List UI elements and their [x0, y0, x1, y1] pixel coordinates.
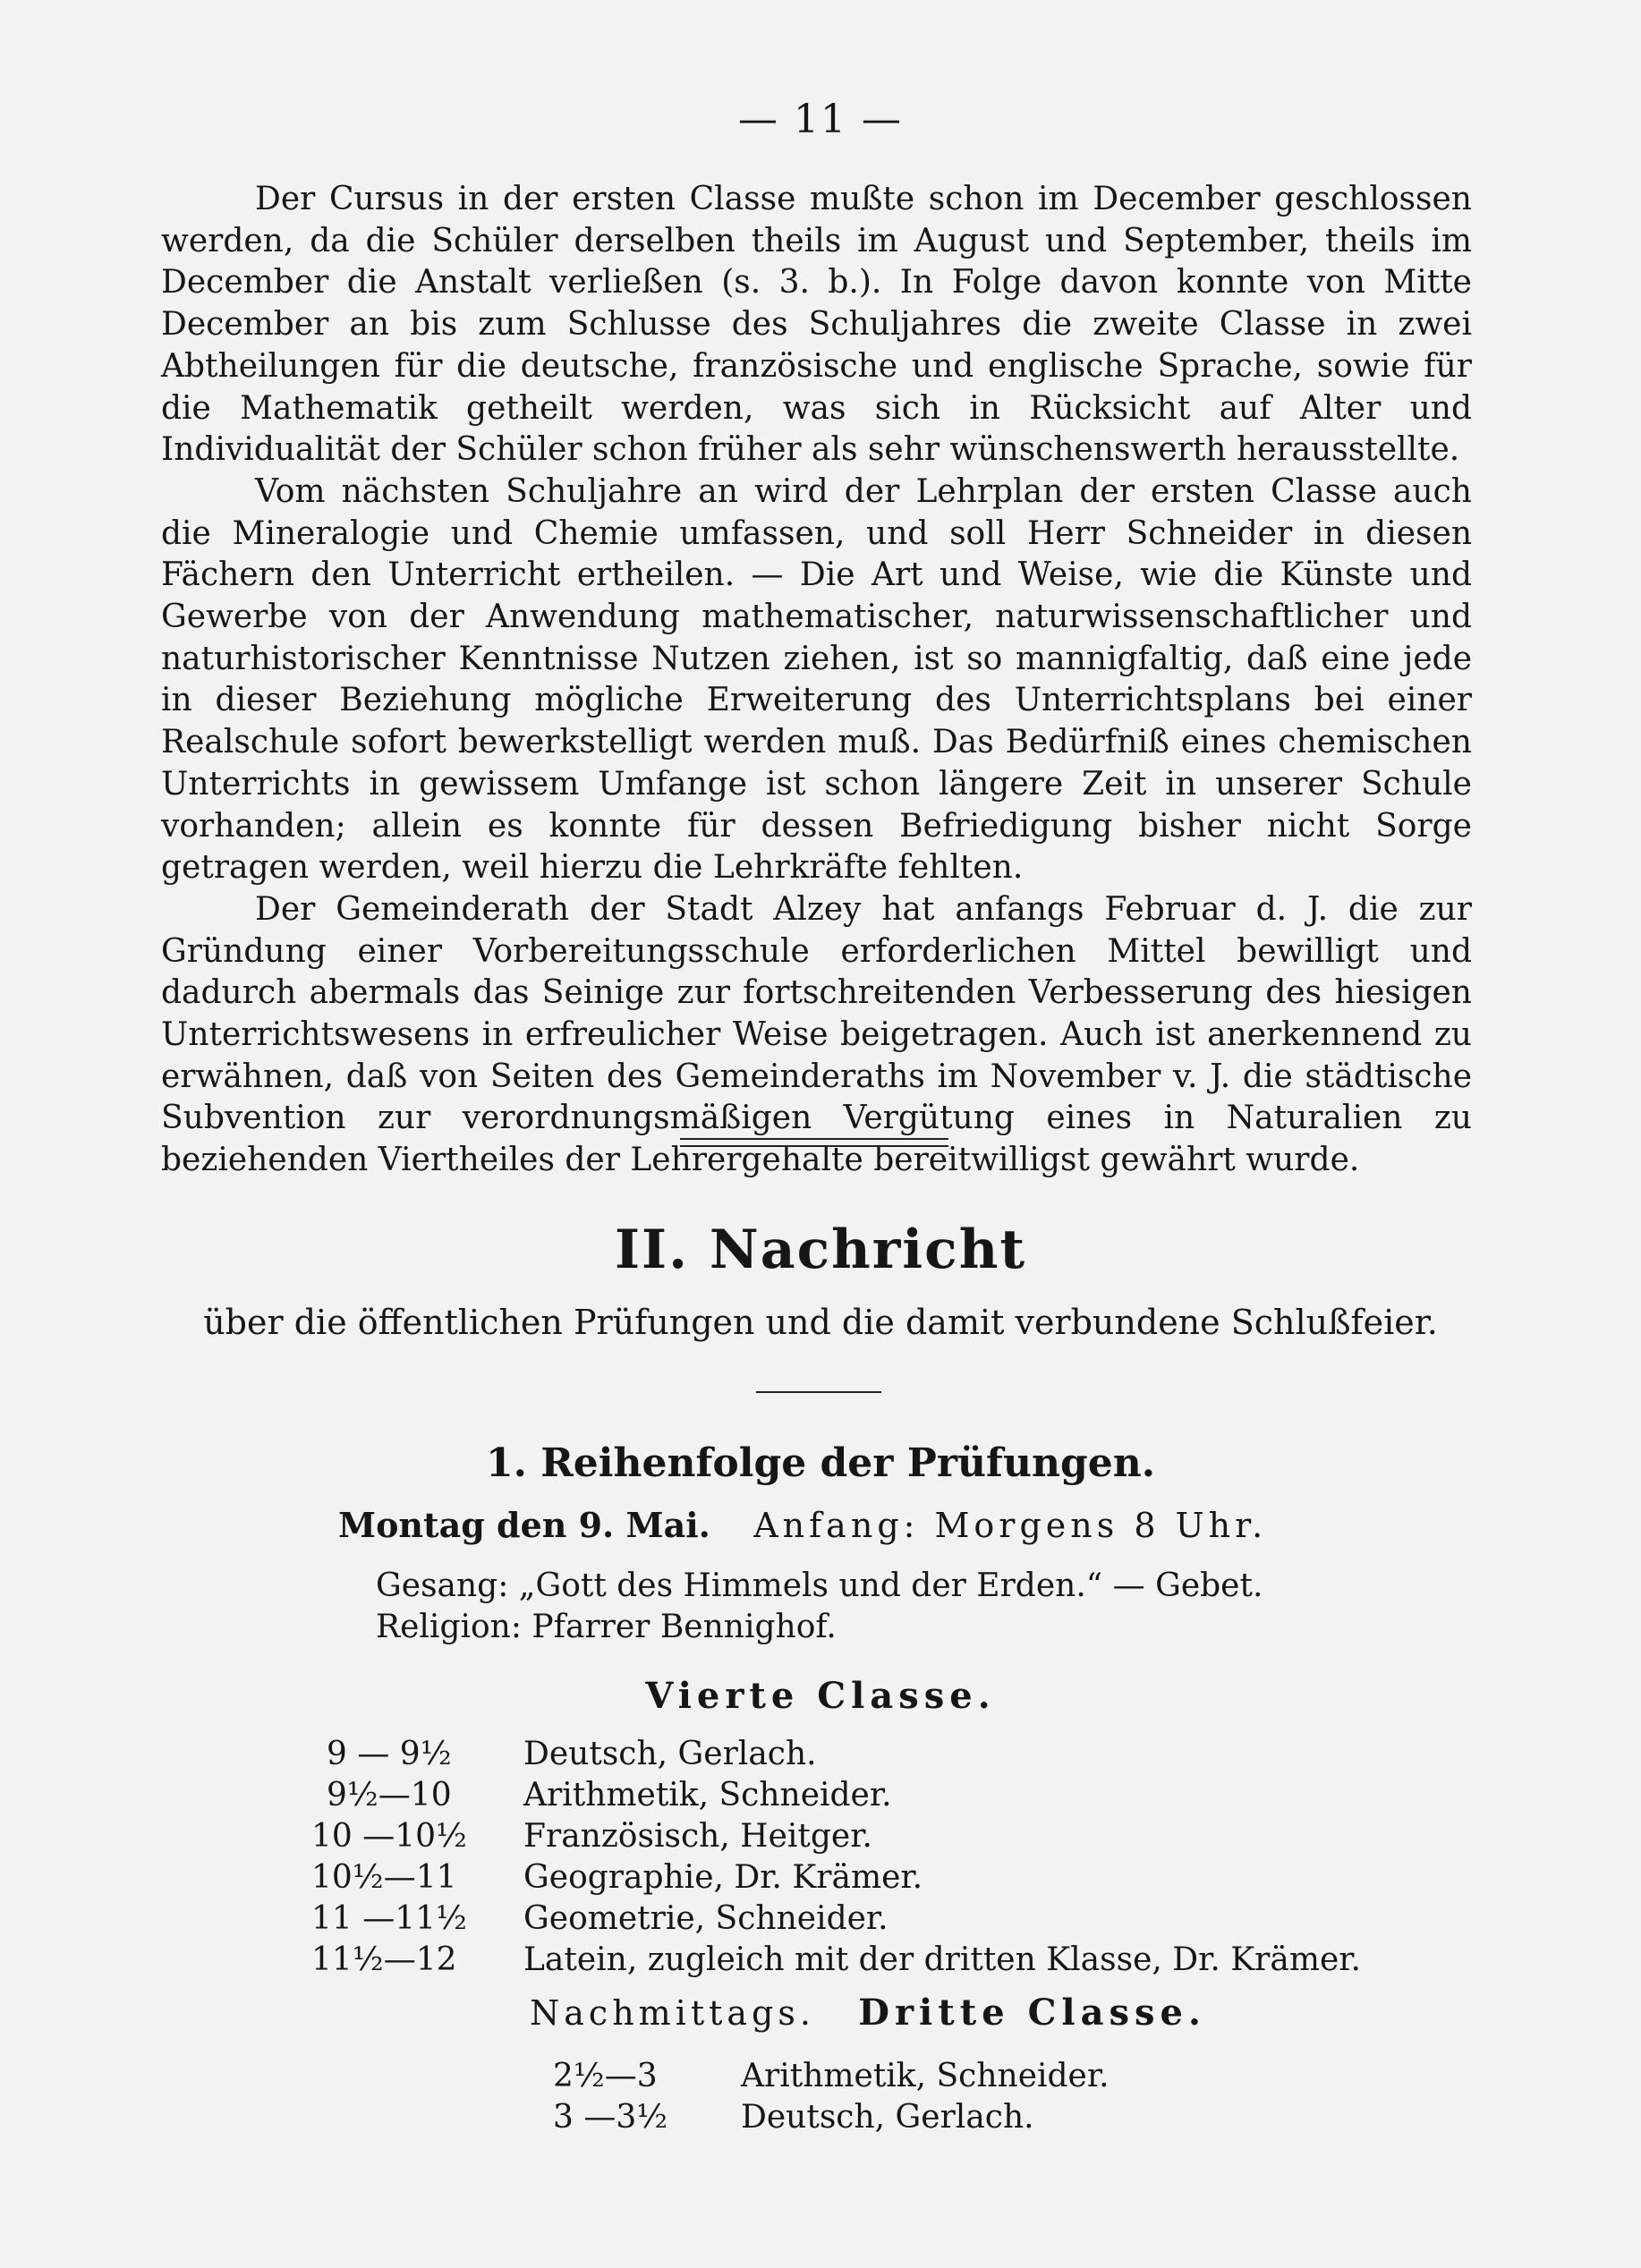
day-line	[338, 1505, 1267, 1545]
class-three-heading: Dritte Classe.	[858, 1992, 1206, 2034]
schedule-subject: Geometrie, Schneider.	[523, 1900, 889, 1937]
section-subtitle: über die öffentlichen Prüfungen und die damit verbundene Schlußfeier.	[203, 1303, 1438, 1342]
short-rule-divider	[756, 1391, 881, 1393]
body-text	[161, 179, 1472, 1182]
schedule-time: 3 —3½	[553, 2099, 668, 2136]
schedule-subject: Deutsch, Gerlach.	[523, 1736, 817, 1772]
subsection-heading: 1. Reihenfolge der Prüfungen.	[485, 1440, 1156, 1486]
gesang-line: Gesang: „Gott des Himmels und der Erden.“ — Gebet.	[376, 1567, 1263, 1604]
page-number: — 11 —	[738, 97, 903, 142]
paragraph-1: Der Cursus in der ersten Classe mußte schon im December geschlossen werden, da die Schüler derselben theils im August und September, theils im December die Anstalt verließen (s. 3. b.). In Folge davon konnte von Mitte December an bis zum Schlusse des Schuljahres die zweite Classe in zwei Abtheilungen für die deutsche, französische und englische Sprache, sowie für die Mathematik getheilt werden, was sich in Rücksicht auf Alter und Individualität der Schüler schon früher als sehr wünschenswerth herausstellte.	[161, 181, 1472, 469]
schedule-subject: Latein, zugleich mit der dritten Klasse, Dr. Krämer.	[523, 1941, 1361, 1978]
schedule-time: 10½—11	[311, 1859, 457, 1896]
class-four-heading: Vierte Classe.	[645, 1675, 996, 1717]
schedule-subject: Französisch, Heitger.	[523, 1818, 872, 1855]
schedule-time: 10 —10½	[311, 1818, 467, 1855]
afternoon-label: Nachmittags.	[530, 1993, 815, 2033]
paragraph-3: Der Gemeinderath der Stadt Alzey hat anfangs Februar d. J. die zur Gründung einer Vorbereitungsschule erforderlichen Mittel bewilligt und dadurch abermals das Seinige zur fortschreitenden Verbesserung des hiesigen Unterrichtswesens in erfreulicher Weise beigetragen. Auch ist anerkennend zu erwähnen, daß von Seiten des Gemeinderaths im November v. J. die städtische Subvention zur verordnungsmäßigen Vergütung eines in Naturalien zu beziehenden Viertheiles der Lehrergehalte bereitwilligst gewährt wurde.	[161, 890, 1472, 1179]
start-time: Anfang: Morgens 8 Uhr.	[753, 1506, 1268, 1545]
section-heading: II. Nachricht	[614, 1219, 1027, 1281]
paragraph-2: Vom nächsten Schuljahre an wird der Lehrplan der ersten Classe auch die Mineralogie und Chemie umfassen, und soll Herr Schneider in diesen Fächern den Unterricht ertheilen. — Die Art und Weise, wie die Künste und Gewerbe von der Anwendung mathematischer, naturwissenschaftlicher und naturhistorischer Kenntnisse Nutzen ziehen, ist so mannigfaltig, daß eine jede in dieser Beziehung mögliche Erweiterung des Unterrichtsplans bei einer Realschule sofort bewerkstelligt werden muß. Das Bedürfniß eines chemischen Unterrichts in gewissem Umfange ist schon längere Zeit in unserer Schule vorhanden; allein es konnte für dessen Befriedigung bisher nicht Sorge getragen werden, weil hierzu die Lehrkräfte fehlten.	[161, 472, 1472, 887]
schedule-subject: Geographie, Dr. Krämer.	[523, 1859, 923, 1896]
schedule-time: 11½—12	[311, 1941, 457, 1978]
afternoon-line	[530, 1992, 1206, 2034]
day-label: Montag den 9. Mai.	[338, 1505, 710, 1545]
schedule-subject: Deutsch, Gerlach.	[741, 2099, 1034, 2136]
schedule-subject: Arithmetik, Schneider.	[741, 2058, 1110, 2094]
schedule-time: 2½—3	[553, 2058, 658, 2094]
schedule-time: 11 —11½	[311, 1900, 467, 1937]
schedule-time: 9½—10	[327, 1777, 452, 1814]
double-rule-divider	[680, 1138, 948, 1147]
schedule-time: 9 — 9½	[327, 1736, 452, 1772]
schedule-subject: Arithmetik, Schneider.	[523, 1777, 892, 1814]
religion-line: Religion: Pfarrer Bennighof.	[376, 1609, 837, 1645]
